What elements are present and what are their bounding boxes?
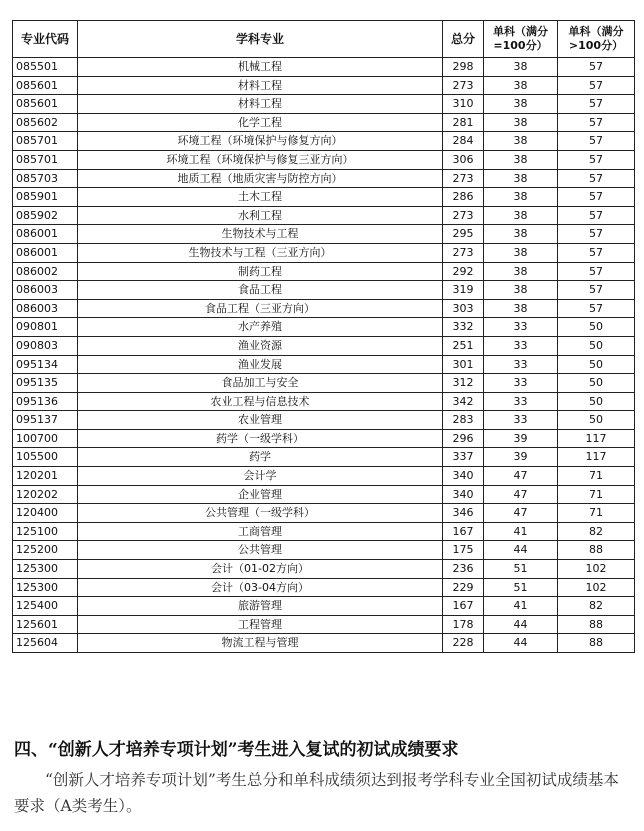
cell-total: 301 bbox=[443, 355, 484, 374]
cell-major: 旅游管理 bbox=[78, 597, 443, 616]
cell-major: 工商管理 bbox=[78, 522, 443, 541]
cell-total: 298 bbox=[443, 58, 484, 77]
table-row bbox=[13, 578, 635, 597]
cell-single-le100: 33 bbox=[484, 392, 558, 411]
cell-total: 342 bbox=[443, 392, 484, 411]
table-row bbox=[13, 429, 635, 448]
cell-total: 281 bbox=[443, 113, 484, 132]
cell-code: 085701 bbox=[13, 150, 78, 169]
cell-major: 地质工程（地质灾害与防控方向） bbox=[78, 169, 443, 188]
cell-single-gt100: 57 bbox=[558, 243, 635, 262]
cell-major: 水产养殖 bbox=[78, 318, 443, 337]
cell-code: 125601 bbox=[13, 615, 78, 634]
table-row bbox=[13, 597, 635, 616]
cell-single-gt100: 88 bbox=[558, 615, 635, 634]
cell-single-le100: 38 bbox=[484, 188, 558, 207]
cell-total: 273 bbox=[443, 169, 484, 188]
cell-major: 制药工程 bbox=[78, 262, 443, 281]
cell-single-gt100: 57 bbox=[558, 169, 635, 188]
table-row bbox=[13, 95, 635, 114]
cell-single-gt100: 102 bbox=[558, 560, 635, 579]
cell-code: 125300 bbox=[13, 560, 78, 579]
cell-major: 食品工程 bbox=[78, 281, 443, 300]
cell-single-gt100: 57 bbox=[558, 132, 635, 151]
cell-total: 273 bbox=[443, 243, 484, 262]
cell-code: 125100 bbox=[13, 522, 78, 541]
cell-major: 生物技术与工程 bbox=[78, 225, 443, 244]
cell-code: 085601 bbox=[13, 95, 78, 114]
cell-single-le100: 38 bbox=[484, 150, 558, 169]
cell-total: 340 bbox=[443, 467, 484, 486]
cell-single-le100: 38 bbox=[484, 76, 558, 95]
cell-total: 229 bbox=[443, 578, 484, 597]
cell-code: 120201 bbox=[13, 467, 78, 486]
cell-single-gt100: 57 bbox=[558, 262, 635, 281]
cell-major: 工程管理 bbox=[78, 615, 443, 634]
cell-major: 机械工程 bbox=[78, 58, 443, 77]
cell-major: 公共管理 bbox=[78, 541, 443, 560]
cell-single-le100: 38 bbox=[484, 262, 558, 281]
cell-major: 土木工程 bbox=[78, 188, 443, 207]
table-row bbox=[13, 150, 635, 169]
cell-single-le100: 38 bbox=[484, 113, 558, 132]
cell-total: 296 bbox=[443, 429, 484, 448]
cell-total: 178 bbox=[443, 615, 484, 634]
cell-single-le100: 38 bbox=[484, 95, 558, 114]
table-header-row bbox=[13, 21, 635, 58]
header-single-gt100: 单科（满分>100分） bbox=[558, 21, 635, 58]
cell-major: 药学（一级学科） bbox=[78, 429, 443, 448]
cell-single-le100: 38 bbox=[484, 169, 558, 188]
cell-major: 药学 bbox=[78, 448, 443, 467]
cell-code: 120400 bbox=[13, 504, 78, 523]
cell-single-gt100: 57 bbox=[558, 225, 635, 244]
cell-single-le100: 41 bbox=[484, 522, 558, 541]
cell-major: 化学工程 bbox=[78, 113, 443, 132]
table-row bbox=[13, 411, 635, 430]
cell-code: 086003 bbox=[13, 299, 78, 318]
cell-total: 283 bbox=[443, 411, 484, 430]
cell-single-gt100: 117 bbox=[558, 429, 635, 448]
cell-total: 337 bbox=[443, 448, 484, 467]
cell-code: 085601 bbox=[13, 76, 78, 95]
cell-total: 346 bbox=[443, 504, 484, 523]
cell-major: 渔业发展 bbox=[78, 355, 443, 374]
cell-major: 会计学 bbox=[78, 467, 443, 486]
cell-single-le100: 38 bbox=[484, 132, 558, 151]
cell-major: 渔业资源 bbox=[78, 336, 443, 355]
cell-code: 095134 bbox=[13, 355, 78, 374]
cell-single-gt100: 117 bbox=[558, 448, 635, 467]
table-row bbox=[13, 206, 635, 225]
cell-major: 会计（03-04方向） bbox=[78, 578, 443, 597]
cell-single-le100: 38 bbox=[484, 58, 558, 77]
table-row bbox=[13, 188, 635, 207]
cell-total: 175 bbox=[443, 541, 484, 560]
cell-single-gt100: 88 bbox=[558, 634, 635, 653]
cell-code: 086001 bbox=[13, 243, 78, 262]
cell-single-gt100: 50 bbox=[558, 355, 635, 374]
cell-total: 286 bbox=[443, 188, 484, 207]
section-title: 四、“创新人才培养专项计划”考生进入复试的初试成绩要求 bbox=[14, 740, 459, 760]
cell-single-le100: 44 bbox=[484, 634, 558, 653]
table-row bbox=[13, 113, 635, 132]
cell-code: 095136 bbox=[13, 392, 78, 411]
table-body bbox=[13, 58, 635, 653]
cell-single-gt100: 82 bbox=[558, 522, 635, 541]
table-row bbox=[13, 355, 635, 374]
table-row bbox=[13, 522, 635, 541]
cell-total: 251 bbox=[443, 336, 484, 355]
cell-single-gt100: 57 bbox=[558, 150, 635, 169]
cell-single-le100: 38 bbox=[484, 299, 558, 318]
cell-major: 生物技术与工程（三亚方向） bbox=[78, 243, 443, 262]
cell-total: 310 bbox=[443, 95, 484, 114]
cell-single-gt100: 50 bbox=[558, 318, 635, 337]
cell-total: 236 bbox=[443, 560, 484, 579]
cell-total: 303 bbox=[443, 299, 484, 318]
cell-code: 100700 bbox=[13, 429, 78, 448]
table-row bbox=[13, 448, 635, 467]
cell-single-le100: 33 bbox=[484, 318, 558, 337]
cell-major: 环境工程（环境保护与修复三亚方向） bbox=[78, 150, 443, 169]
table-row bbox=[13, 615, 635, 634]
cell-major: 物流工程与管理 bbox=[78, 634, 443, 653]
cell-single-le100: 41 bbox=[484, 597, 558, 616]
score-table bbox=[12, 20, 635, 653]
cell-code: 085602 bbox=[13, 113, 78, 132]
cell-total: 273 bbox=[443, 206, 484, 225]
table-row bbox=[13, 243, 635, 262]
cell-single-le100: 33 bbox=[484, 411, 558, 430]
table-row bbox=[13, 58, 635, 77]
cell-single-le100: 51 bbox=[484, 578, 558, 597]
cell-single-gt100: 50 bbox=[558, 336, 635, 355]
cell-code: 085902 bbox=[13, 206, 78, 225]
cell-code: 125200 bbox=[13, 541, 78, 560]
cell-total: 228 bbox=[443, 634, 484, 653]
cell-single-gt100: 57 bbox=[558, 299, 635, 318]
cell-code: 086001 bbox=[13, 225, 78, 244]
table-row bbox=[13, 262, 635, 281]
cell-total: 340 bbox=[443, 485, 484, 504]
cell-code: 086002 bbox=[13, 262, 78, 281]
table-row bbox=[13, 485, 635, 504]
cell-total: 167 bbox=[443, 522, 484, 541]
header-major: 学科专业 bbox=[78, 21, 443, 58]
table-row bbox=[13, 299, 635, 318]
cell-total: 273 bbox=[443, 76, 484, 95]
cell-single-gt100: 50 bbox=[558, 411, 635, 430]
cell-code: 085901 bbox=[13, 188, 78, 207]
table-row bbox=[13, 76, 635, 95]
cell-single-le100: 33 bbox=[484, 355, 558, 374]
cell-single-gt100: 57 bbox=[558, 206, 635, 225]
cell-single-le100: 47 bbox=[484, 504, 558, 523]
cell-major: 农业工程与信息技术 bbox=[78, 392, 443, 411]
cell-single-le100: 38 bbox=[484, 243, 558, 262]
cell-major: 公共管理（一级学科） bbox=[78, 504, 443, 523]
cell-major: 食品加工与安全 bbox=[78, 374, 443, 393]
cell-single-le100: 38 bbox=[484, 281, 558, 300]
cell-single-le100: 39 bbox=[484, 448, 558, 467]
cell-code: 120202 bbox=[13, 485, 78, 504]
table-row bbox=[13, 634, 635, 653]
cell-code: 085703 bbox=[13, 169, 78, 188]
cell-single-le100: 38 bbox=[484, 206, 558, 225]
cell-single-le100: 33 bbox=[484, 336, 558, 355]
table-row bbox=[13, 318, 635, 337]
cell-major: 企业管理 bbox=[78, 485, 443, 504]
cell-total: 312 bbox=[443, 374, 484, 393]
cell-single-gt100: 57 bbox=[558, 58, 635, 77]
cell-single-le100: 47 bbox=[484, 467, 558, 486]
cell-code: 125300 bbox=[13, 578, 78, 597]
table-row bbox=[13, 374, 635, 393]
table-row bbox=[13, 169, 635, 188]
cell-single-le100: 33 bbox=[484, 374, 558, 393]
cell-major: 水利工程 bbox=[78, 206, 443, 225]
cell-total: 295 bbox=[443, 225, 484, 244]
header-total: 总分 bbox=[443, 21, 484, 58]
cell-total: 306 bbox=[443, 150, 484, 169]
cell-single-gt100: 88 bbox=[558, 541, 635, 560]
cell-single-le100: 39 bbox=[484, 429, 558, 448]
cell-major: 环境工程（环境保护与修复方向） bbox=[78, 132, 443, 151]
cell-total: 284 bbox=[443, 132, 484, 151]
cell-code: 105500 bbox=[13, 448, 78, 467]
cell-single-le100: 44 bbox=[484, 615, 558, 634]
cell-code: 090801 bbox=[13, 318, 78, 337]
table-row bbox=[13, 281, 635, 300]
cell-major: 食品工程（三亚方向） bbox=[78, 299, 443, 318]
cell-code: 125604 bbox=[13, 634, 78, 653]
cell-single-le100: 44 bbox=[484, 541, 558, 560]
cell-code: 086003 bbox=[13, 281, 78, 300]
cell-total: 167 bbox=[443, 597, 484, 616]
table-row bbox=[13, 504, 635, 523]
table-row bbox=[13, 336, 635, 355]
cell-major: 会计（01-02方向） bbox=[78, 560, 443, 579]
cell-single-gt100: 57 bbox=[558, 281, 635, 300]
cell-code: 085501 bbox=[13, 58, 78, 77]
cell-code: 125400 bbox=[13, 597, 78, 616]
cell-single-gt100: 57 bbox=[558, 76, 635, 95]
table-row bbox=[13, 541, 635, 560]
cell-single-le100: 51 bbox=[484, 560, 558, 579]
cell-single-gt100: 57 bbox=[558, 95, 635, 114]
table-row bbox=[13, 225, 635, 244]
cell-single-le100: 47 bbox=[484, 485, 558, 504]
cell-total: 332 bbox=[443, 318, 484, 337]
header-code: 专业代码 bbox=[13, 21, 78, 58]
cell-code: 095137 bbox=[13, 411, 78, 430]
cell-code: 095135 bbox=[13, 374, 78, 393]
cell-single-gt100: 71 bbox=[558, 504, 635, 523]
header-single-le100: 单科（满分=100分） bbox=[484, 21, 558, 58]
cell-single-gt100: 50 bbox=[558, 374, 635, 393]
cell-single-gt100: 57 bbox=[558, 188, 635, 207]
cell-major: 农业管理 bbox=[78, 411, 443, 430]
cell-single-gt100: 102 bbox=[558, 578, 635, 597]
cell-single-gt100: 50 bbox=[558, 392, 635, 411]
cell-code: 085701 bbox=[13, 132, 78, 151]
cell-single-gt100: 57 bbox=[558, 113, 635, 132]
cell-single-gt100: 82 bbox=[558, 597, 635, 616]
table-row bbox=[13, 560, 635, 579]
cell-major: 材料工程 bbox=[78, 76, 443, 95]
section-body: “创新人才培养专项计划”考生总分和单科成绩须达到报考学科专业全国初试成绩基本要求（A类考生）。 bbox=[14, 771, 619, 815]
cell-code: 090803 bbox=[13, 336, 78, 355]
cell-single-gt100: 71 bbox=[558, 485, 635, 504]
table-row bbox=[13, 467, 635, 486]
table-row bbox=[13, 392, 635, 411]
cell-major: 材料工程 bbox=[78, 95, 443, 114]
table-row bbox=[13, 132, 635, 151]
cell-total: 319 bbox=[443, 281, 484, 300]
cell-total: 292 bbox=[443, 262, 484, 281]
cell-single-le100: 38 bbox=[484, 225, 558, 244]
cell-single-gt100: 71 bbox=[558, 467, 635, 486]
